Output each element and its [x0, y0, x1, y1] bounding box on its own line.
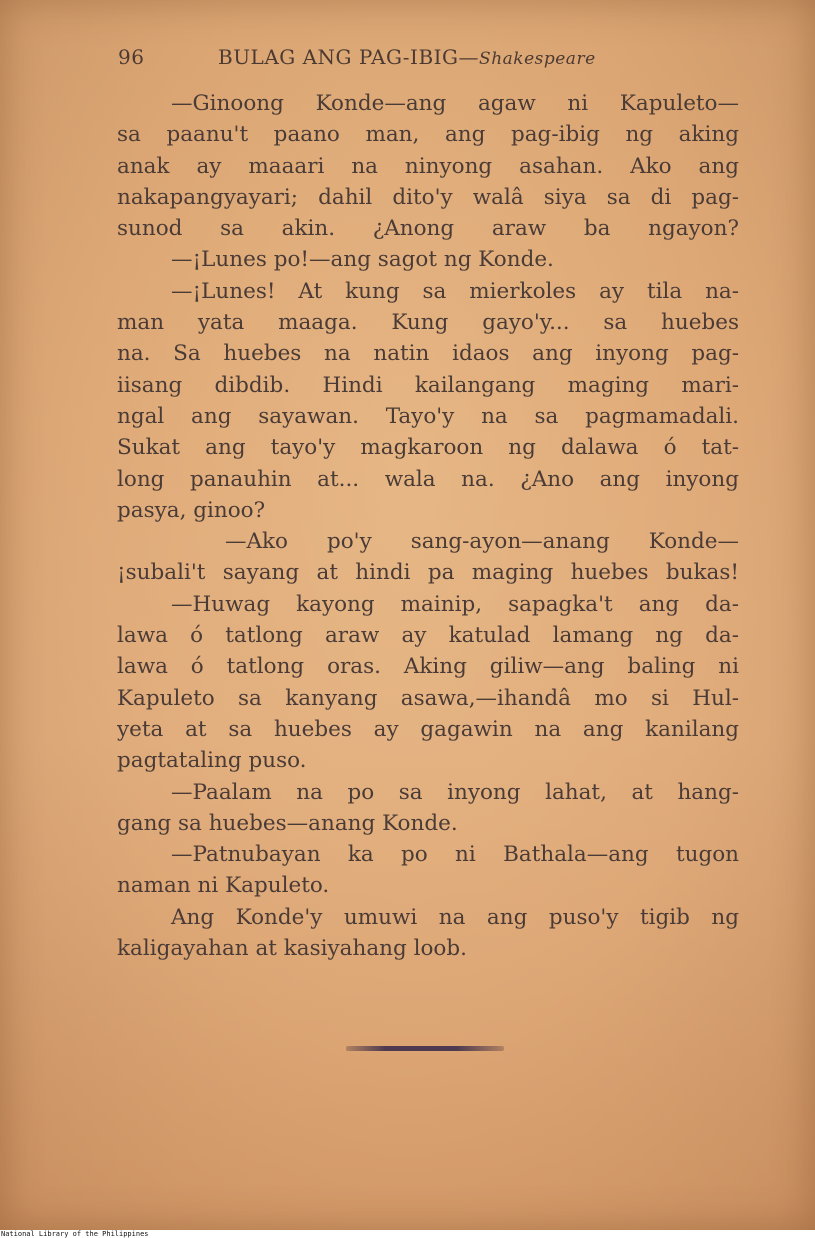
text-line: —¡Lunes po!—ang sagot ng Konde. [171, 247, 554, 273]
text-line: kaligayahan at kasiyahang loob. [117, 936, 467, 962]
text-line: man yata maaga. Kung gayo'y... sa huebes [117, 310, 739, 336]
text-line: —¡Lunes! At kung sa mierkoles ay tila na- [171, 278, 739, 304]
text-line: pagtataling puso. [117, 748, 307, 774]
text-line: lawa ó tatlong araw ay katulad lamang ng da- [117, 623, 739, 649]
text-line: anak ay maaari na ninyong asahan. Ako ang [117, 153, 739, 179]
text-line: Sukat ang tayo'y magkaroon ng dalawa ó tat- [117, 435, 739, 461]
text-line: —Patnubayan ka po ni Bathala—ang tugon [171, 842, 739, 868]
text-line: sunod sa akin. ¿Anong araw ba ngayon? [117, 216, 739, 242]
text-line: —Ginoong Konde—ang agaw ni Kapuleto— [171, 91, 739, 116]
text-line: yeta at sa huebes ay gagawin na ang kanilang [117, 716, 739, 742]
text-line: ngal ang sayawan. Tayo'y na sa pagmamadali. [117, 403, 739, 429]
text-line: —Paalam na po sa inyong lahat, at hang- [171, 779, 739, 805]
end-ornament-rule [346, 1046, 504, 1051]
text-line: nakapangyayari; dahil dito'y walâ siya sa di pag- [117, 184, 739, 210]
text-line: gang sa huebes—anang Konde. [117, 810, 458, 836]
text-line: lawa ó tatlong oras. Aking giliw—ang baling ni [117, 654, 739, 680]
text-line: —Ako po'y sang-ayon—anang Konde— [225, 529, 739, 555]
text-line: Ang Konde'y umuwi na ang puso'y tigib ng [171, 904, 739, 930]
body-text [117, 88, 739, 964]
text-line: Kapuleto sa kanyang asawa,—ihandâ mo si Hul- [117, 685, 739, 711]
author-name: Shakespeare [479, 49, 596, 69]
running-header [118, 45, 658, 75]
running-title [218, 45, 596, 69]
text-line: naman ni Kapuleto. [117, 873, 330, 899]
text-line: ¡subali't sayang at hindi pa maging huebes bukas! [117, 560, 739, 586]
text-line: pasya, ginoo? [117, 497, 266, 523]
book-title: BULAG ANG PAG-IBIG— [218, 45, 480, 69]
page-number: 96 [118, 45, 145, 69]
text-line: —Huwag kayong mainip, sapagka't ang da- [171, 591, 739, 617]
scan-credit: National Library of the Philippines [0, 1230, 815, 1238]
text-line: na. Sa huebes na natin idaos ang inyong pag- [117, 341, 739, 367]
text-line: sa paanu't paano man, ang pag-ibig ng aking [117, 122, 739, 148]
text-line: iisang dibdib. Hindi kailangang maging mari- [117, 372, 739, 398]
text-line: long panauhin at... wala na. ¿Ano ang inyong [117, 466, 739, 492]
